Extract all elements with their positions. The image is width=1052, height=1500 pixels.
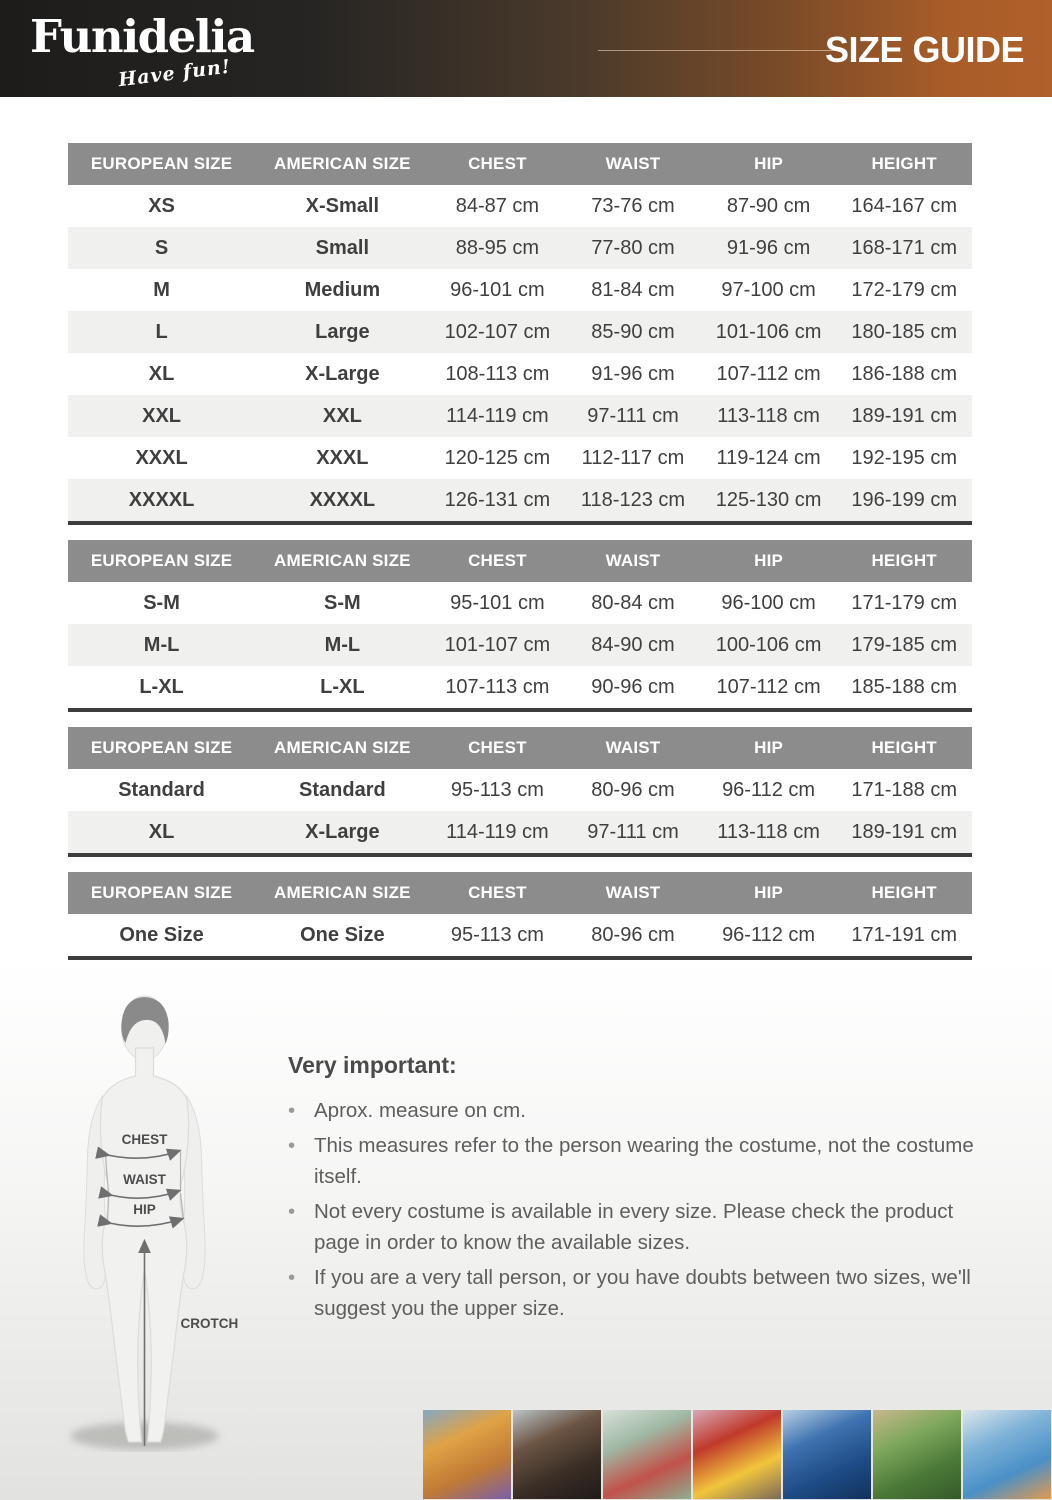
table-cell: 168-171 cm xyxy=(851,236,957,259)
notes-list xyxy=(288,1095,978,1324)
table-cell: 108-113 cm xyxy=(445,362,550,385)
bullet-dot: • xyxy=(288,1099,296,1122)
bullet-dot: • xyxy=(288,1134,296,1157)
size-table-standard-xl xyxy=(68,727,972,857)
hip-label: HIP xyxy=(133,1202,156,1217)
table-row xyxy=(68,311,972,353)
table-cell: Small xyxy=(315,236,370,259)
column-header: EUROPEAN SIZE xyxy=(90,551,233,570)
column-header: HEIGHT xyxy=(871,738,937,757)
table-cell: XXXL xyxy=(316,446,369,469)
table-cell: 84-90 cm xyxy=(591,633,675,656)
table-cell: X-Large xyxy=(305,820,380,843)
column-header: AMERICAN SIZE xyxy=(274,551,411,570)
column-header: AMERICAN SIZE xyxy=(274,154,411,173)
table-cell: XXL xyxy=(142,404,182,427)
column-header: EUROPEAN SIZE xyxy=(90,738,233,757)
photo-master-roshi-costume xyxy=(423,1410,511,1499)
brand-name: Funidelia xyxy=(30,10,254,63)
table-cell: 96-112 cm xyxy=(722,923,816,946)
page-title: SIZE GUIDE xyxy=(824,29,1024,70)
table-cell: 101-107 cm xyxy=(444,633,551,656)
column-header: WAIST xyxy=(605,154,661,173)
table-cell: 101-106 cm xyxy=(715,320,822,343)
table-cell: 171-188 cm xyxy=(851,778,957,801)
table-cell: 84-87 cm xyxy=(455,194,540,217)
column-header: CHEST xyxy=(468,551,527,570)
table-cell: L-XL xyxy=(320,675,365,698)
column-header: CHEST xyxy=(468,883,527,902)
column-header: CHEST xyxy=(468,738,527,757)
table-row xyxy=(68,582,972,624)
chest-label: CHEST xyxy=(121,1132,168,1147)
table-cell: 107-112 cm xyxy=(716,362,821,385)
table-row xyxy=(68,479,972,521)
column-header: CHEST xyxy=(468,154,527,173)
table-row xyxy=(68,666,972,708)
note-item xyxy=(288,1130,978,1192)
table-cell: M-L xyxy=(143,633,180,656)
photo-pacman-ghost-costumes xyxy=(693,1410,781,1499)
note-text: This measures refer to the person wearing the costume, not the costume itself. xyxy=(314,1134,974,1188)
table-cell: 172-179 cm xyxy=(851,278,957,301)
column-header: HIP xyxy=(754,154,784,173)
table-cell: One Size xyxy=(119,923,204,946)
table-cell: 186-188 cm xyxy=(851,362,957,385)
photo-catboy-costume xyxy=(783,1410,871,1499)
column-header: HIP xyxy=(754,551,784,570)
funidelia-logo xyxy=(30,10,254,92)
size-tables-section xyxy=(0,97,972,960)
table-cell: XXXL xyxy=(135,446,188,469)
table-cell: 91-96 cm xyxy=(726,236,811,259)
note-text: Not every costume is available in every size. Please check the product page in order to know the available sizes. xyxy=(314,1200,954,1254)
table-cell: 97-100 cm xyxy=(721,278,816,301)
table-cell: XXL xyxy=(322,404,362,427)
table-cell: 96-101 cm xyxy=(450,278,545,301)
table-cell: 95-113 cm xyxy=(450,923,544,946)
note-item xyxy=(288,1196,978,1258)
table-cell: XL xyxy=(148,362,175,385)
table-cell: 171-179 cm xyxy=(851,591,957,614)
table-cell: 90-96 cm xyxy=(591,675,675,698)
table-cell: X-Small xyxy=(305,194,380,217)
column-header: EUROPEAN SIZE xyxy=(90,154,233,173)
table-cell: 192-195 cm xyxy=(851,446,957,469)
bullet-dot: • xyxy=(288,1200,296,1223)
table-cell: M xyxy=(153,278,170,301)
column-header: WAIST xyxy=(605,883,661,902)
note-text: If you are a very tall person, or you have doubts between two sizes, we'll suggest you the upper size. xyxy=(314,1266,971,1320)
table-header-row xyxy=(68,727,972,769)
table-cell: 97-111 cm xyxy=(587,820,679,843)
table-cell: 164-167 cm xyxy=(851,194,957,217)
table-cell: S-M xyxy=(143,591,180,614)
table-row xyxy=(68,914,972,956)
table-cell: 77-80 cm xyxy=(591,236,675,259)
table-cell: XS xyxy=(148,194,175,217)
table-cell: 119-124 cm xyxy=(716,446,821,469)
table-cell: 112-117 cm xyxy=(581,446,685,469)
table-row xyxy=(68,269,972,311)
table-cell: XL xyxy=(148,820,175,843)
size-table-standard-sizes xyxy=(68,143,972,525)
table-cell: XXXXL xyxy=(128,488,195,511)
table-cell: S xyxy=(154,236,169,259)
table-cell: 80-84 cm xyxy=(591,591,675,614)
column-header: EUROPEAN SIZE xyxy=(90,883,233,902)
table-cell: 185-188 cm xyxy=(851,675,957,698)
table-cell: 87-90 cm xyxy=(726,194,811,217)
table-cell: 73-76 cm xyxy=(591,194,675,217)
table-cell: Standard xyxy=(299,778,386,801)
table-cell: 107-112 cm xyxy=(716,675,821,698)
photo-chewbacca-costume xyxy=(513,1410,601,1499)
photo-smurfs-costumes xyxy=(963,1410,1051,1499)
table-cell: XXXXL xyxy=(309,488,376,511)
table-cell: 179-185 cm xyxy=(851,633,957,656)
note-text: Aprox. measure on cm. xyxy=(314,1099,526,1122)
table-cell: 125-130 cm xyxy=(715,488,822,511)
photo-power-rangers-costumes xyxy=(603,1410,691,1499)
note-item xyxy=(288,1095,978,1126)
table-cell: 96-112 cm xyxy=(722,778,816,801)
costume-photo-strip xyxy=(423,1410,1051,1499)
notes-title: Very important: xyxy=(288,1052,457,1078)
table-cell: 180-185 cm xyxy=(851,320,957,343)
body-measurement-diagram xyxy=(42,992,247,1452)
table-cell: 95-113 cm xyxy=(450,778,544,801)
table-cell: 91-96 cm xyxy=(591,362,675,385)
table-cell: 113-118 cm xyxy=(717,404,820,427)
crotch-label: CROTCH xyxy=(180,1316,239,1331)
table-cell: M-L xyxy=(324,633,361,656)
table-cell: Medium xyxy=(304,278,381,301)
table-cell: X-Large xyxy=(305,362,380,385)
table-cell: 189-191 cm xyxy=(851,404,957,427)
table-row xyxy=(68,769,972,811)
table-cell: S-M xyxy=(324,591,361,614)
table-cell: One Size xyxy=(300,923,385,946)
table-cell: 189-191 cm xyxy=(851,820,957,843)
column-header: HEIGHT xyxy=(871,551,937,570)
table-header-row xyxy=(68,872,972,914)
column-header: AMERICAN SIZE xyxy=(274,883,411,902)
column-header: HEIGHT xyxy=(871,154,937,173)
table-row xyxy=(68,185,972,227)
brand-tagline: Have fun! xyxy=(117,55,233,92)
table-row xyxy=(68,227,972,269)
note-item xyxy=(288,1262,978,1324)
table-cell: 88-95 cm xyxy=(455,236,540,259)
table-cell: Large xyxy=(315,320,370,343)
bullet-dot: • xyxy=(288,1266,296,1289)
table-cell: L xyxy=(155,320,168,343)
column-header: HIP xyxy=(754,738,784,757)
info-section xyxy=(0,960,1052,1500)
table-row xyxy=(68,395,972,437)
table-cell: 97-111 cm xyxy=(587,404,679,427)
table-cell: 100-106 cm xyxy=(715,633,822,656)
column-header: HIP xyxy=(754,883,784,902)
table-cell: 96-100 cm xyxy=(721,591,816,614)
table-cell: L-XL xyxy=(139,675,184,698)
table-cell: 95-101 cm xyxy=(450,591,545,614)
column-header: HEIGHT xyxy=(871,883,937,902)
photo-blanka-costume xyxy=(873,1410,961,1499)
table-cell: 85-90 cm xyxy=(591,320,675,343)
table-cell: 81-84 cm xyxy=(591,278,675,301)
column-header: WAIST xyxy=(605,551,661,570)
waist-label: WAIST xyxy=(123,1172,166,1187)
table-cell: 171-191 cm xyxy=(851,923,957,946)
table-cell: 114-119 cm xyxy=(446,404,549,427)
table-cell: 126-131 cm xyxy=(444,488,551,511)
column-header: WAIST xyxy=(605,738,661,757)
table-row xyxy=(68,624,972,666)
header-divider-line xyxy=(598,50,836,51)
table-cell: Standard xyxy=(118,778,205,801)
table-cell: 118-123 cm xyxy=(580,488,686,511)
table-cell: 80-96 cm xyxy=(591,923,675,946)
table-cell: 196-199 cm xyxy=(851,488,957,511)
page-header xyxy=(0,0,1052,97)
table-cell: 102-107 cm xyxy=(444,320,551,343)
table-header-row xyxy=(68,540,972,582)
table-cell: 120-125 cm xyxy=(444,446,551,469)
column-header: AMERICAN SIZE xyxy=(274,738,411,757)
table-header-row xyxy=(68,143,972,185)
table-row xyxy=(68,353,972,395)
table-cell: 114-119 cm xyxy=(446,820,549,843)
table-cell: 107-113 cm xyxy=(445,675,550,698)
table-cell: 113-118 cm xyxy=(717,820,820,843)
table-row xyxy=(68,811,972,853)
size-table-one-size xyxy=(68,872,972,960)
table-row xyxy=(68,437,972,479)
size-table-combined-sizes xyxy=(68,540,972,712)
table-cell: 80-96 cm xyxy=(591,778,675,801)
important-notes xyxy=(288,1052,978,1328)
